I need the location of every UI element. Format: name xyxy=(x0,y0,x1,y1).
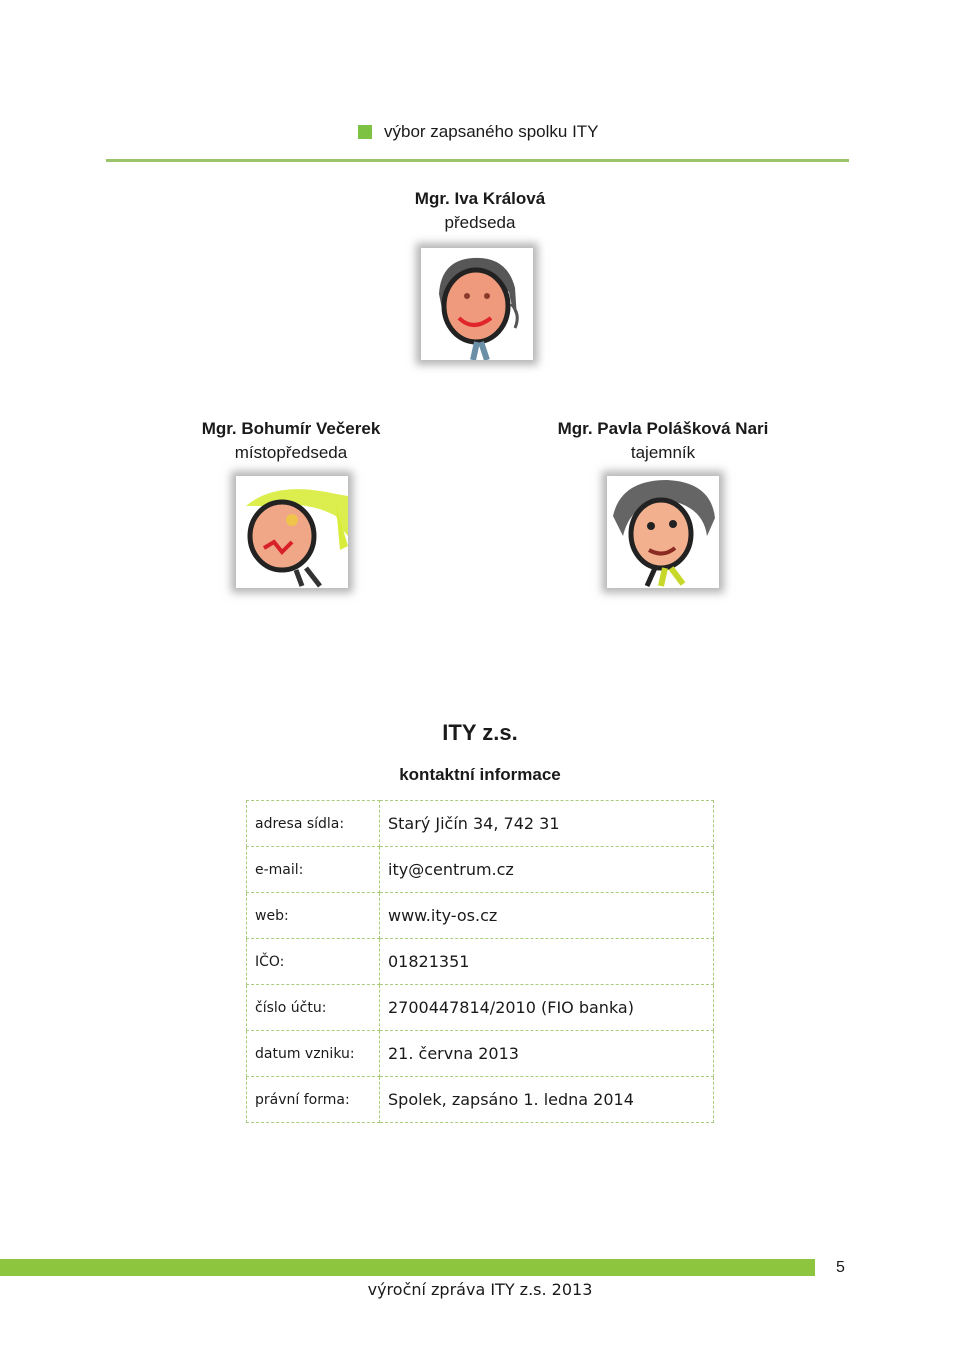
chair-portrait xyxy=(421,248,533,360)
table-row xyxy=(247,939,714,985)
vice-chair-portrait-drawing xyxy=(236,476,348,588)
row-value: Spolek, zapsáno 1. ledna 2014 xyxy=(380,1077,714,1123)
row-label: web: xyxy=(247,893,380,939)
row-value: 21. června 2013 xyxy=(380,1031,714,1077)
table-row xyxy=(247,1031,714,1077)
email-value: ity@centrum.cz xyxy=(380,847,714,893)
row-label: datum vzniku: xyxy=(247,1031,380,1077)
chair-portrait-drawing xyxy=(421,248,533,360)
row-label: číslo účtu: xyxy=(247,985,380,1031)
bullet-square-icon xyxy=(358,125,372,139)
chair-name: Mgr. Iva Králová xyxy=(414,189,546,208)
row-value: Starý Jičín 34, 742 31 xyxy=(380,801,714,847)
row-value: 01821351 xyxy=(380,939,714,985)
footer-text: výroční zpráva ITY z.s. 2013 xyxy=(367,1280,593,1299)
secretary-name: Mgr. Pavla Polášková Nari xyxy=(557,419,769,438)
row-label: právní forma: xyxy=(247,1077,380,1123)
secretary-role: tajemník xyxy=(630,443,696,462)
row-label: adresa sídla: xyxy=(247,801,380,847)
contact-info-heading: kontaktní informace xyxy=(399,765,561,784)
chair-caption xyxy=(330,187,630,235)
footer-bar xyxy=(0,1259,815,1276)
row-label: IČO: xyxy=(247,939,380,985)
contact-table xyxy=(246,800,714,1123)
chair-role: předseda xyxy=(444,213,516,232)
page-number: 5 xyxy=(836,1259,845,1276)
vice-chair-caption xyxy=(141,417,441,465)
table-row xyxy=(247,847,714,893)
table-row xyxy=(247,801,714,847)
secretary-portrait-drawing xyxy=(607,476,719,588)
vice-chair-name: Mgr. Bohumír Večerek xyxy=(201,419,381,438)
section-heading-row xyxy=(358,120,599,144)
secretary-portrait xyxy=(607,476,719,588)
table-row xyxy=(247,893,714,939)
table-row xyxy=(247,985,714,1031)
row-value: 2700447814/2010 (FIO banka) xyxy=(380,985,714,1031)
vice-chair-role: místopředseda xyxy=(234,443,348,462)
vice-chair-portrait xyxy=(236,476,348,588)
section-heading: výbor zapsaného spolku ITY xyxy=(384,122,599,141)
row-label: e-mail: xyxy=(247,847,380,893)
table-row xyxy=(247,1077,714,1123)
web-value: www.ity-os.cz xyxy=(380,893,714,939)
organization-title: ITY z.s. xyxy=(442,720,518,745)
secretary-caption xyxy=(513,417,813,465)
heading-divider xyxy=(106,159,849,162)
